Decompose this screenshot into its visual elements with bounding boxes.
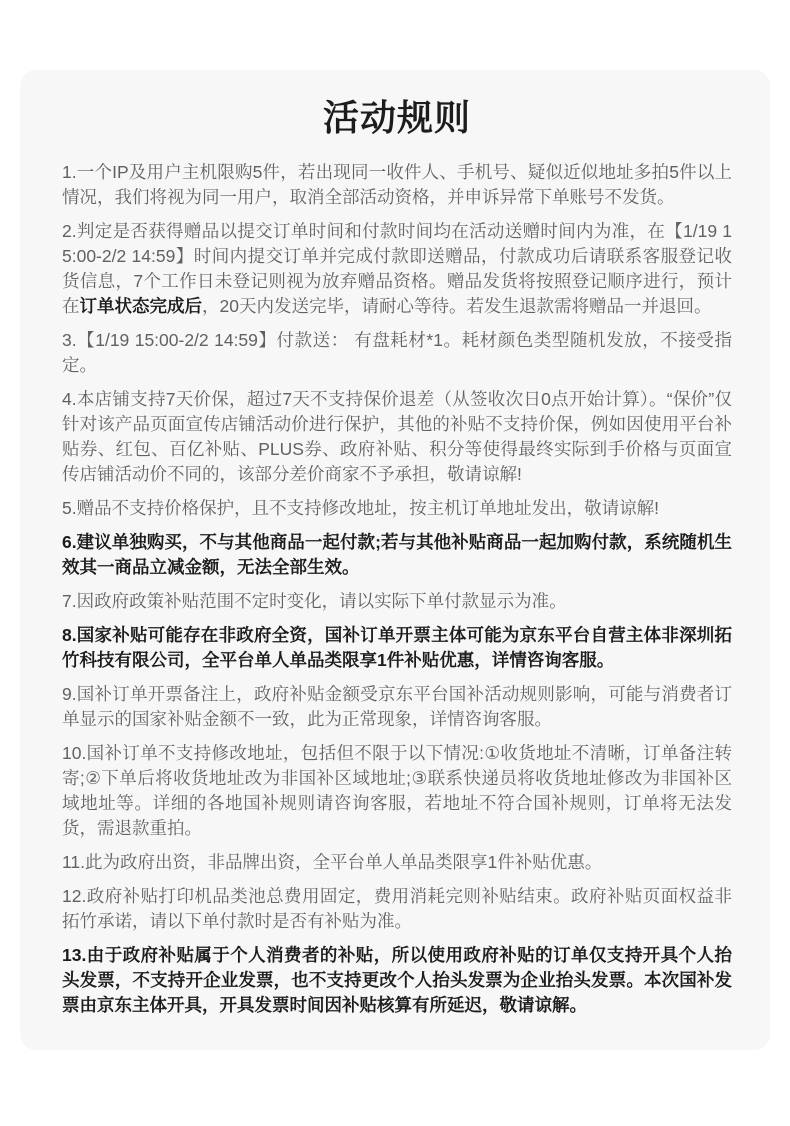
- rule-paragraph: [62, 682, 732, 732]
- rule-paragraph: [62, 530, 732, 580]
- rule-paragraph: [62, 884, 732, 934]
- rule-text: 12.政府补贴打印机品类池总费用固定，费用消耗完则补贴结束。政府补贴页面权益非拓竹承诺，请以下单付款时是否有补贴为准。: [62, 886, 732, 931]
- rule-text: 1.一个IP及用户主机限购5件，若出现同一收件人、手机号、疑似近似地址多拍5件以上情况，我们将视为同一用户，取消全部活动资格，并申诉异常下单账号不发货。: [62, 162, 732, 207]
- activity-rules-card: [20, 70, 770, 1050]
- rule-paragraph: [62, 623, 732, 673]
- rule-text: 3.【1/19 15:00-2/2 14:59】付款送： 有盘耗材*1。耗材颜色类型随机发放，不接受指定。: [62, 330, 732, 375]
- rule-bold-text: 8.国家补贴可能存在非政府全资，国补订单开票主体可能为京东平台自营主体非深圳拓竹科技有限公司，全平台单人单品类限享1件补贴优惠，详情咨询客服。: [62, 625, 732, 670]
- rule-bold-text: 订单状态完成后: [79, 296, 202, 316]
- rule-text: 7.因政府政策补贴范围不定时变化，请以实际下单付款显示为准。: [62, 591, 567, 611]
- rule-paragraph: [62, 943, 732, 1018]
- rule-paragraph: [62, 328, 732, 378]
- rule-paragraph: [62, 160, 732, 210]
- rule-paragraph: [62, 741, 732, 841]
- rule-text: 5.赠品不支持价格保护，且不支持修改地址，按主机订单地址发出，敬请谅解!: [62, 498, 659, 518]
- rule-text: 2.判定是否获得赠品以提交订单时间和付款时间均在活动送赠时间内为准，在【1/19 15:00-2/2 14:59】时间内提交订单并完成付款即送赠品，付款成功后请联系客服登记收货信息，7个工作日未登记则视为放弃赠品资格。赠品发货将按照登记顺序进行，预计在: [62, 221, 732, 316]
- rule-bold-text: 6.建议单独购买，不与其他商品一起付款;若与其他补贴商品一起加购付款，系统随机生效其一商品立减金额，无法全部生效。: [62, 532, 732, 577]
- rule-text: 11.此为政府出资，非品牌出资，全平台单人单品类限享1件补贴优惠。: [62, 852, 603, 872]
- rule-text: ，20天内发送完毕，请耐心等待。若发生退款需将赠品一并退回。: [202, 296, 712, 316]
- rule-paragraph: [62, 387, 732, 487]
- rule-paragraph: [62, 589, 732, 614]
- page-title: 活动规则: [322, 97, 471, 138]
- rules-list: [62, 160, 732, 1018]
- rule-paragraph: [62, 496, 732, 521]
- rule-paragraph: [62, 850, 732, 875]
- rule-text: 10.国补订单不支持修改地址，包括但不限于以下情况:①收货地址不清晰，订单备注转寄;②下单后将收货地址改为非国补区域地址;③联系快递员将收货地址修改为非国补区域地址等。详细的各地国补规则请咨询客服，若地址不符合国补规则，订单将无法发货，需退款重拍。: [62, 743, 732, 838]
- rule-text: 4.本店铺支持7天价保，超过7天不支持保价退差（从签收次日0点开始计算）。“保价”仅针对该产品页面宣传店铺活动价进行保护，其他的补贴不支持价保，例如因使用平台补贴券、红包、百亿补贴、PLUS券、政府补贴、积分等使得最终实际到手价格与页面宣传店铺活动价不同的，该部分差价商家不予承担，敬请谅解!: [62, 389, 732, 484]
- rule-bold-text: 13.由于政府补贴属于个人消费者的补贴，所以使用政府补贴的订单仅支持开具个人抬头发票，不支持开企业发票，也不支持更改个人抬头发票为企业抬头发票。本次国补发票由京东主体开具，开具发票时间因补贴核算有所延迟，敬请谅解。: [62, 945, 732, 1015]
- rule-paragraph: [62, 219, 732, 319]
- rule-text: 9.国补订单开票备注上，政府补贴金额受京东平台国补活动规则影响，可能与消费者订单显示的国家补贴金额不一致，此为正常现象，详情咨询客服。: [62, 684, 732, 729]
